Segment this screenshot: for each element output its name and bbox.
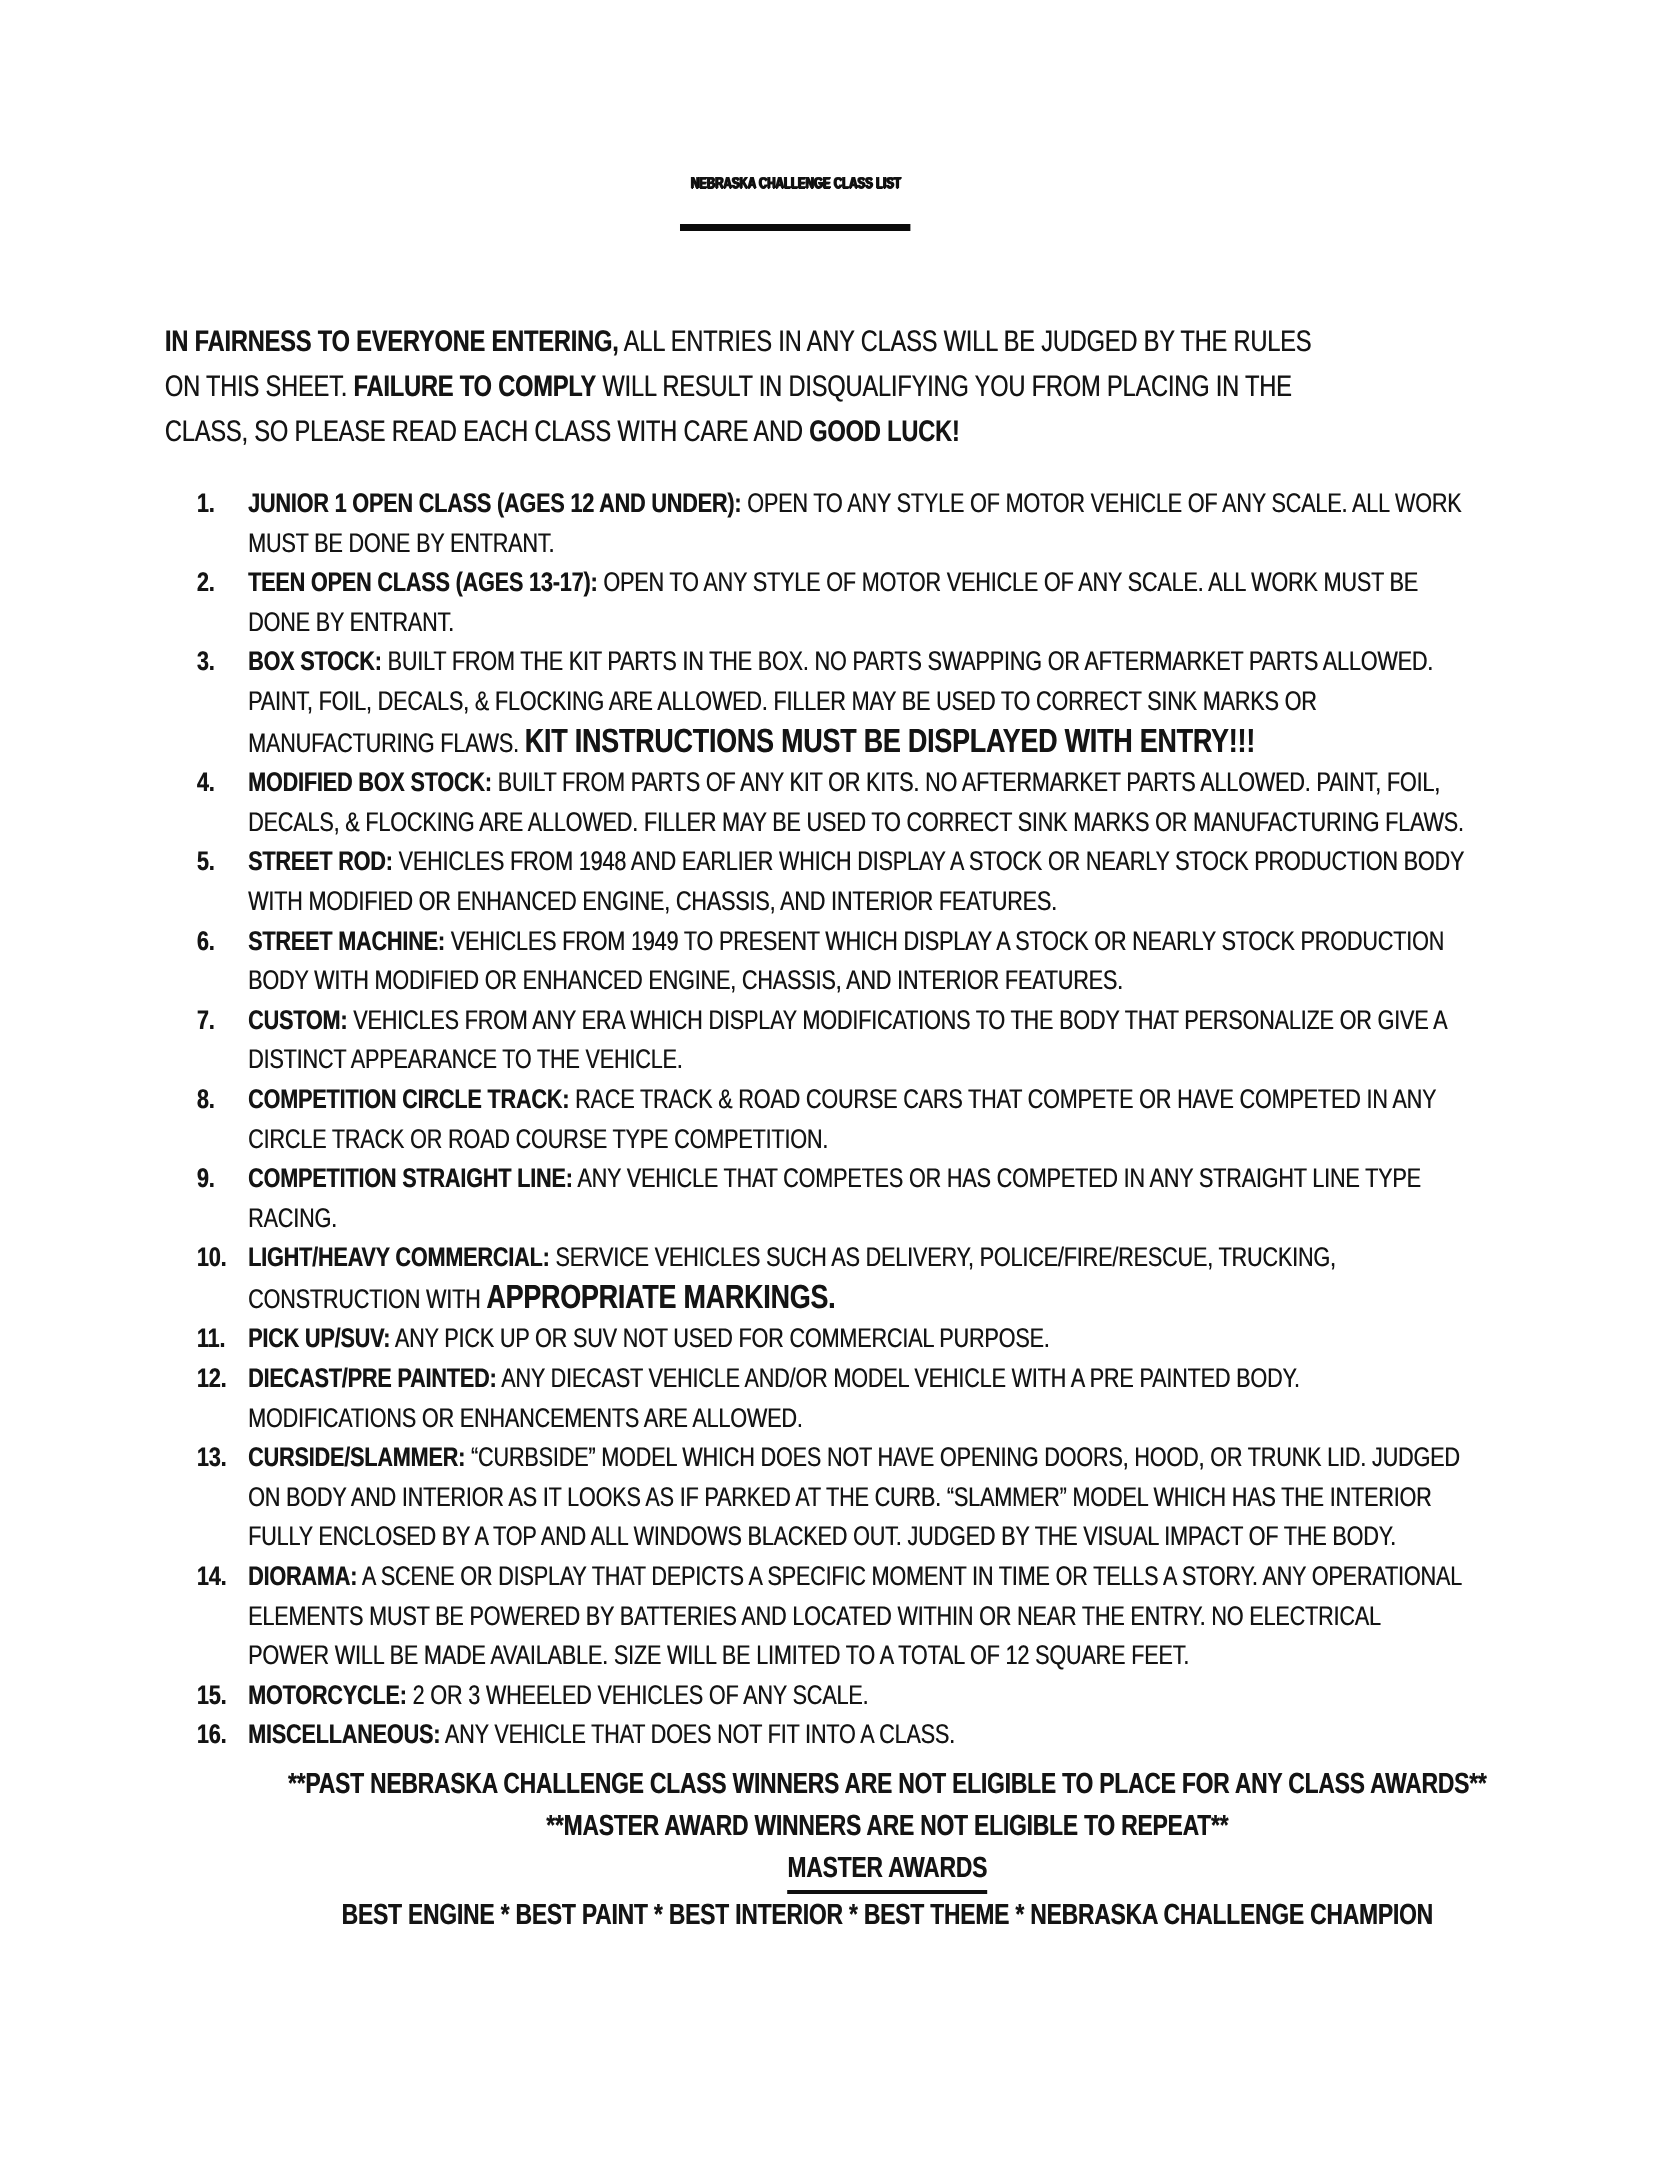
class-number: 5. xyxy=(196,846,215,877)
class-number: 16. xyxy=(196,1719,227,1750)
class-desc xyxy=(248,1715,1464,1755)
class-desc-text: VEHICLES FROM ANY ERA WHICH DISPLAY MODIFICATIONS TO THE BODY THAT PERSONALIZE OR GIVE A DISTINCT APPEARANCE TO THE VEHICLE. xyxy=(248,1004,1447,1075)
awards-line: BEST ENGINE * BEST PAINT * BEST INTERIOR * BEST THEME * NEBRASKA CHALLENGE CHAMPION xyxy=(341,1899,1433,1931)
intro-text: ALL ENTRIES IN ANY CLASS WILL BE JUDGED BY THE RULES ON THIS SHEET. xyxy=(164,325,1312,403)
class-name: MODIFIED BOX STOCK: xyxy=(248,767,492,798)
class-item xyxy=(0,642,1670,763)
class-number: 6. xyxy=(196,925,215,956)
footer-notes xyxy=(104,1763,1670,1847)
class-name: STREET MACHINE: xyxy=(248,925,445,956)
class-desc-emphasis: APPROPRIATE MARKINGS. xyxy=(486,1278,836,1316)
class-desc xyxy=(248,1438,1464,1557)
class-item xyxy=(0,563,1670,642)
intro-bold-text: GOOD LUCK! xyxy=(809,415,960,448)
class-number: 14. xyxy=(196,1561,227,1592)
class-desc-text: OPEN TO ANY STYLE OF MOTOR VEHICLE OF ANY SCALE. ALL WORK MUST BE DONE BY ENTRANT. xyxy=(248,488,1462,558)
intro-bold-text: FAILURE TO COMPLY xyxy=(353,370,596,403)
class-desc-emphasis: KIT INSTRUCTIONS MUST BE DISPLAYED WITH ENTRY!!! xyxy=(524,722,1255,760)
class-item xyxy=(0,484,1670,563)
class-name: STREET ROD: xyxy=(248,846,393,877)
class-number: 10. xyxy=(196,1242,227,1273)
class-desc-text: ANY VEHICLE THAT COMPETES OR HAS COMPETED IN ANY STRAIGHT LINE TYPE RACING. xyxy=(248,1163,1421,1233)
class-number: 1. xyxy=(196,488,215,518)
class-item xyxy=(0,922,1670,1001)
class-desc xyxy=(248,642,1464,763)
page-title: NEBRASKA CHALLENGE CLASS LIST xyxy=(680,150,910,231)
class-desc xyxy=(248,842,1464,921)
class-item xyxy=(0,1001,1670,1080)
footer-note: **MASTER AWARD WINNERS ARE NOT ELIGIBLE TO REPEAT** xyxy=(546,1810,1229,1842)
class-desc xyxy=(248,1676,1464,1716)
class-desc xyxy=(248,1319,1464,1359)
class-name: CURSIDE/SLAMMER: xyxy=(248,1442,466,1473)
class-desc xyxy=(248,1557,1464,1676)
class-desc-text: BUILT FROM THE KIT PARTS IN THE BOX. NO PARTS SWAPPING OR AFTERMARKET PARTS ALLOWED. PAINT, FOIL, DECALS, & FLOCKING ARE ALLOWED. FILLER MAY BE USED TO CORRECT SINK MARKS OR MANUFACTURING FLAWS. xyxy=(248,646,1434,758)
class-number: 4. xyxy=(196,767,215,798)
class-name: COMPETITION STRAIGHT LINE: xyxy=(248,1163,573,1194)
intro-text: WILL RESULT IN DISQUALIFYING YOU FROM PLACING IN THE CLASS, SO PLEASE READ EACH CLASS WITH CARE AND xyxy=(164,370,1292,448)
class-name: MOTORCYCLE: xyxy=(248,1679,407,1710)
class-desc xyxy=(248,563,1464,642)
class-item xyxy=(0,1080,1670,1159)
class-desc xyxy=(248,1359,1464,1438)
class-item xyxy=(0,1715,1670,1755)
class-desc-text: BUILT FROM PARTS OF ANY KIT OR KITS. NO AFTERMARKET PARTS ALLOWED. PAINT, FOIL, DECALS, & FLOCKING ARE ALLOWED. FILLER MAY BE USED TO CORRECT SINK MARKS OR MANUFACTURING FLAWS. xyxy=(248,767,1464,837)
class-name: LIGHT/HEAVY COMMERCIAL: xyxy=(248,1242,550,1273)
class-item xyxy=(0,1438,1670,1557)
class-name: JUNIOR 1 OPEN CLASS (AGES 12 AND UNDER): xyxy=(248,488,742,518)
class-desc xyxy=(248,763,1464,842)
class-list xyxy=(0,484,1670,1755)
class-desc xyxy=(248,1080,1464,1159)
class-desc-text: 2 OR 3 WHEELED VEHICLES OF ANY SCALE. xyxy=(406,1679,869,1710)
class-desc-text: ANY VEHICLE THAT DOES NOT FIT INTO A CLASS. xyxy=(440,1719,955,1750)
class-item xyxy=(0,842,1670,921)
class-name: MISCELLANEOUS: xyxy=(248,1719,441,1750)
class-item xyxy=(0,1359,1670,1438)
class-item xyxy=(0,1676,1670,1716)
class-item xyxy=(0,1238,1670,1319)
class-name: DIORAMA: xyxy=(248,1561,358,1592)
class-number: 15. xyxy=(196,1679,227,1710)
class-item xyxy=(0,1557,1670,1676)
class-number: 9. xyxy=(196,1163,215,1194)
intro-paragraph xyxy=(165,319,1333,454)
class-name: COMPETITION CIRCLE TRACK: xyxy=(248,1083,570,1114)
class-desc-text: A SCENE OR DISPLAY THAT DEPICTS A SPECIFIC MOMENT IN TIME OR TELLS A STORY. ANY OPERATIONAL ELEMENTS MUST BE POWERED BY BATTERIES AND LOCATED WITHIN OR NEAR THE ENTRY. NO ELECTRICAL POWER WILL BE MADE AVAILABLE. SIZE WILL BE LIMITED TO A TOTAL OF 12 SQUARE FEET. xyxy=(248,1561,1462,1671)
class-number: 13. xyxy=(196,1442,227,1473)
class-name: PICK UP/SUV: xyxy=(248,1323,391,1354)
class-desc-text: ANY PICK UP OR SUV NOT USED FOR COMMERCIAL PURPOSE. xyxy=(390,1323,1050,1354)
class-desc-text: VEHICLES FROM 1948 AND EARLIER WHICH DISPLAY A STOCK OR NEARLY STOCK PRODUCTION BODY WITH MODIFIED OR ENHANCED ENGINE, CHASSIS, AND INTERIOR FEATURES. xyxy=(248,846,1464,916)
class-desc-text: OPEN TO ANY STYLE OF MOTOR VEHICLE OF ANY SCALE. ALL WORK MUST BE DONE BY ENTRANT. xyxy=(248,567,1418,637)
class-desc-text: ANY DIECAST VEHICLE AND/OR MODEL VEHICLE WITH A PRE PAINTED BODY. MODIFICATIONS OR ENHANCEMENTS ARE ALLOWED. xyxy=(248,1363,1300,1433)
class-name: DIECAST/PRE PAINTED: xyxy=(248,1363,497,1394)
class-desc-text: VEHICLES FROM 1949 TO PRESENT WHICH DISPLAY A STOCK OR NEARLY STOCK PRODUCTION BODY WITH MODIFIED OR ENHANCED ENGINE, CHASSIS, AND INTERIOR FEATURES. xyxy=(248,925,1445,996)
class-item xyxy=(0,763,1670,842)
footer xyxy=(104,1763,1670,1936)
title-wrap xyxy=(0,0,1590,231)
class-number: 12. xyxy=(196,1363,227,1394)
class-desc-text: “CURBSIDE” MODEL WHICH DOES NOT HAVE OPENING DOORS, HOOD, OR TRUNK LID. JUDGED ON BODY AND INTERIOR AS IT LOOKS AS IF PARKED AT THE CURB. “SLAMMER” MODEL WHICH HAS THE INTERIOR FULLY ENCLOSED BY A TOP AND ALL WINDOWS BLACKED OUT. JUDGED BY THE VISUAL IMPACT OF THE BODY. xyxy=(248,1442,1460,1552)
class-number: 8. xyxy=(196,1083,215,1114)
class-name: CUSTOM: xyxy=(248,1004,348,1035)
master-awards-heading-line xyxy=(104,1847,1670,1894)
class-desc xyxy=(248,1001,1464,1080)
class-desc-text: SERVICE VEHICLES SUCH AS DELIVERY, POLICE/FIRE/RESCUE, TRUCKING, CONSTRUCTION WITH xyxy=(248,1242,1336,1314)
class-desc-text: RACE TRACK & ROAD COURSE CARS THAT COMPETE OR HAVE COMPETED IN ANY CIRCLE TRACK OR ROAD COURSE TYPE COMPETITION. xyxy=(248,1083,1436,1154)
class-desc xyxy=(248,1159,1464,1238)
class-number: 11. xyxy=(196,1323,226,1354)
class-number: 3. xyxy=(196,646,215,677)
class-number: 2. xyxy=(196,567,215,598)
footer-note: **PAST NEBRASKA CHALLENGE CLASS WINNERS ARE NOT ELIGIBLE TO PLACE FOR ANY CLASS AWARDS** xyxy=(287,1768,1487,1800)
class-desc xyxy=(248,484,1464,563)
class-name: BOX STOCK: xyxy=(248,646,382,677)
intro-bold-text: IN FAIRNESS TO EVERYONE ENTERING, xyxy=(164,325,619,358)
class-desc xyxy=(248,1238,1464,1319)
master-awards-heading: MASTER AWARDS xyxy=(787,1847,987,1894)
class-number: 7. xyxy=(196,1004,215,1035)
class-desc xyxy=(248,922,1464,1001)
class-item xyxy=(0,1159,1670,1238)
class-name: TEEN OPEN CLASS (AGES 13-17): xyxy=(248,567,598,598)
class-item xyxy=(0,1319,1670,1359)
